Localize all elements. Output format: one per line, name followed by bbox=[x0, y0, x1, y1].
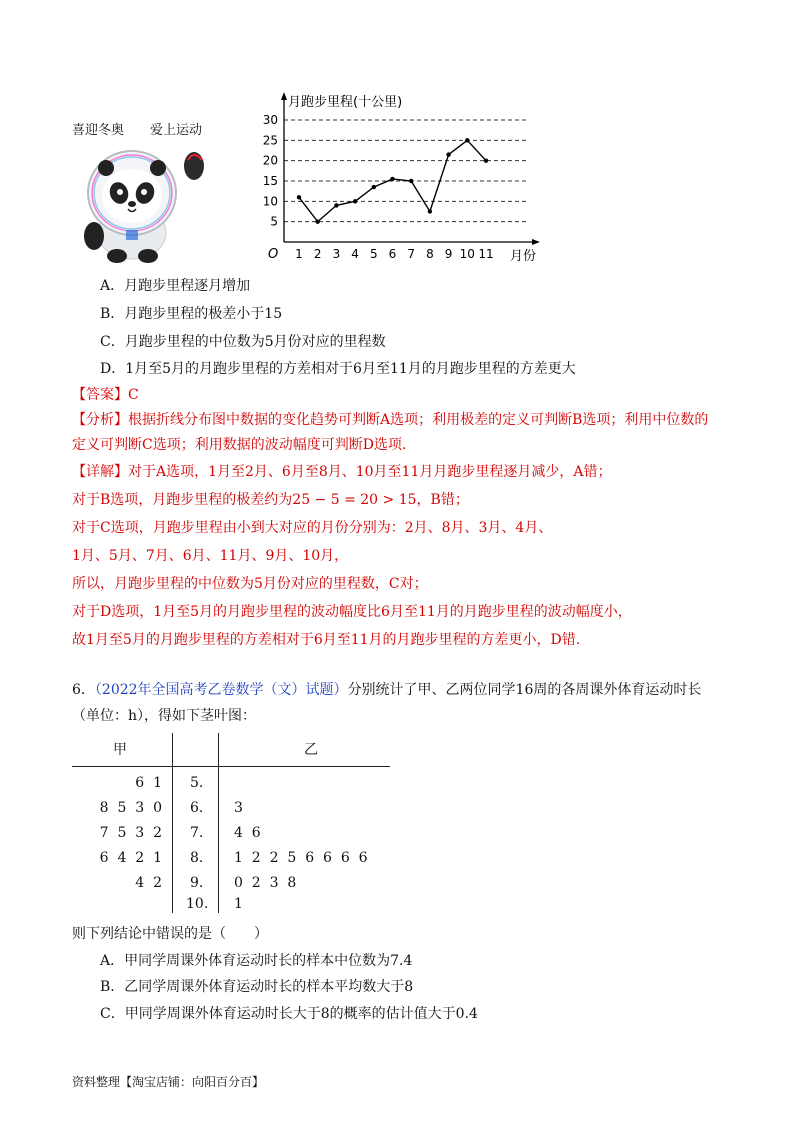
analysis-line-1: 【分析】根据折线分布图中数据的变化趋势可判断A选项；利用极差的定义可判断B选项；利用中位数的 bbox=[72, 412, 709, 428]
leaf-right-row-2: 3 bbox=[234, 800, 243, 816]
x-tick-label: 3 bbox=[332, 247, 341, 261]
detail-line-1: 【详解】对于A选项，1月至2月、6月至8月、10月至11月月跑步里程逐月减少，A错； bbox=[72, 464, 612, 480]
q5-option-b: B．月跑步里程的极差小于15 bbox=[100, 306, 283, 322]
data-point bbox=[465, 138, 469, 142]
mascot-caption-left: 喜迎冬奥 bbox=[72, 123, 125, 138]
stem-row-1: 5. bbox=[190, 775, 204, 791]
stem-row-6: 10. bbox=[186, 896, 209, 912]
data-point bbox=[316, 219, 320, 223]
detail-line-5: 所以，月跑步里程的中位数为5月份对应的里程数，C对； bbox=[72, 576, 428, 592]
q6-text-2: （单位：h），得如下茎叶图： bbox=[72, 708, 257, 724]
stem-leaf-divider-right bbox=[218, 733, 219, 913]
stem-row-2: 6. bbox=[190, 800, 204, 816]
y-axis-arrow bbox=[281, 92, 287, 100]
q5-option-d: D．1月至5月的月跑步里程的方差相对于6月至11月的月跑步里程的方差更大 bbox=[100, 361, 576, 377]
detail-line-4: 1月、5月、7月、6月、11月、9月、10月， bbox=[72, 548, 349, 564]
stem-leaf-plot bbox=[72, 733, 402, 913]
leaf-left-row-5: 4 2 bbox=[135, 875, 162, 891]
detail-line-7: 故1月至5月的月跑步里程的方差相对于6月至11月的月跑步里程的方差更小，D错. bbox=[72, 632, 581, 648]
mascot-caption-right: 爱上运动 bbox=[150, 123, 203, 138]
y-tick-label: 5 bbox=[270, 214, 278, 229]
monthly-running-chart bbox=[240, 88, 560, 268]
analysis-line-2: 定义可判断C选项；利用数据的波动幅度可判断D选项. bbox=[72, 437, 407, 453]
x-tick-label: 8 bbox=[426, 247, 434, 261]
q6-text-1: 分别统计了甲、乙两位同学16周的各周课外体育运动时长 bbox=[347, 682, 702, 698]
stem-leaf-divider-left bbox=[172, 733, 173, 913]
origin-label: O bbox=[268, 247, 279, 262]
x-tick-label: 11 bbox=[478, 247, 494, 261]
data-point bbox=[297, 195, 301, 199]
leaf-right-row-5: 0 2 3 8 bbox=[234, 875, 297, 891]
x-tick-label: 6 bbox=[388, 247, 397, 261]
y-tick-label: 15 bbox=[262, 174, 278, 188]
right-header: 乙 bbox=[304, 742, 318, 758]
detail-line-2: 对于B选项，月跑步里程的极差约为25 − 5 = 20 > 15，B错； bbox=[72, 492, 469, 508]
mascot-image bbox=[72, 138, 212, 263]
y-tick-label: 20 bbox=[262, 153, 278, 168]
x-tick-label: 7 bbox=[407, 247, 416, 261]
leaf-left-row-1: 6 1 bbox=[135, 775, 162, 791]
stem-row-5: 9. bbox=[190, 875, 204, 891]
q5-option-a: A．月跑步里程逐月增加 bbox=[100, 278, 251, 294]
data-point bbox=[390, 177, 394, 181]
y-axis-label: 月跑步里程(十公里) bbox=[288, 95, 403, 110]
leaf-left-row-2: 8 5 3 0 bbox=[99, 800, 162, 816]
leaf-right-row-6: 1 bbox=[234, 896, 243, 912]
data-point bbox=[409, 179, 413, 183]
detail-line-6: 对于D选项，1月至5月的月跑步里程的波动幅度比6月至11月的月跑步里程的波动幅度小， bbox=[72, 604, 632, 620]
answer: 【答案】C bbox=[72, 387, 139, 403]
leaf-left-row-3: 7 5 3 2 bbox=[99, 825, 162, 841]
leaf-left-row-4: 6 4 2 1 bbox=[99, 850, 162, 866]
q5-option-c: C．月跑步里程的中位数为5月份对应的里程数 bbox=[100, 334, 386, 350]
y-tick-label: 10 bbox=[262, 194, 278, 209]
y-tick-label: 30 bbox=[262, 113, 278, 127]
leaf-right-row-3: 4 6 bbox=[234, 825, 261, 841]
x-axis-arrow bbox=[532, 239, 540, 245]
x-tick-label: 5 bbox=[369, 247, 378, 261]
stem-leaf-header-rule bbox=[72, 766, 390, 767]
stem-row-3: 7. bbox=[190, 825, 204, 841]
leaf-right-row-4: 1 2 2 5 6 6 6 6 bbox=[234, 850, 368, 866]
detail-line-3: 对于C选项，月跑步里程由小到大对应的月份分别为：2月、8月、3月、4月、 bbox=[72, 520, 553, 536]
q6-option-c: C．甲同学周课外体育运动时长大于8的概率的估计值大于0.4 bbox=[100, 1006, 478, 1022]
q6-option-a: A．甲同学周课外体育运动时长的样本中位数为7.4 bbox=[100, 953, 413, 969]
q6-option-b: B．乙同学周课外体育运动时长的样本平均数大于8 bbox=[100, 979, 414, 995]
q6-header bbox=[72, 679, 701, 699]
q6-number: 6． bbox=[72, 682, 95, 698]
data-point bbox=[353, 199, 357, 203]
footer-credit: 资料整理【淘宝店铺：向阳百分百】 bbox=[72, 1075, 265, 1089]
q6-prompt: 则下列结论中错误的是（ ） bbox=[72, 926, 268, 942]
data-point bbox=[334, 203, 338, 207]
x-axis-label: 月份 bbox=[510, 249, 537, 264]
data-point bbox=[428, 209, 432, 213]
x-tick-label: 2 bbox=[313, 247, 322, 261]
x-tick-label: 1 bbox=[295, 247, 303, 261]
x-tick-label: 4 bbox=[351, 247, 359, 261]
data-point bbox=[446, 152, 450, 156]
data-point bbox=[372, 185, 376, 189]
stem-row-4: 8. bbox=[190, 850, 204, 866]
left-header: 甲 bbox=[113, 742, 127, 758]
data-point bbox=[484, 158, 488, 162]
x-tick-label: 10 bbox=[459, 247, 475, 261]
y-tick-label: 25 bbox=[262, 133, 278, 148]
q6-source: （2022年全国高考乙卷数学（文）试题） bbox=[94, 682, 348, 698]
x-tick-label: 9 bbox=[444, 247, 453, 261]
